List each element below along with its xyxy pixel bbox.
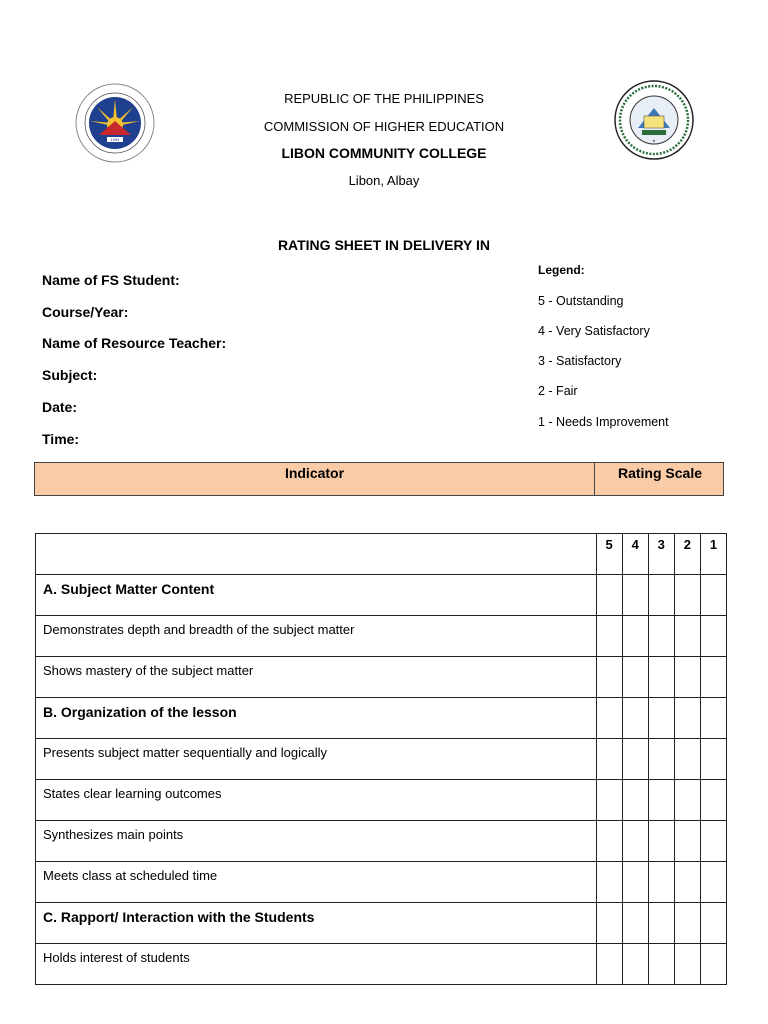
- rating-cell[interactable]: [674, 698, 700, 739]
- rating-cell[interactable]: [596, 616, 622, 657]
- document-title: RATING SHEET IN DELIVERY IN: [277, 237, 491, 253]
- rating-cell[interactable]: [648, 657, 674, 698]
- rating-cell[interactable]: [648, 780, 674, 821]
- rating-cell[interactable]: [622, 903, 648, 944]
- blank-header-cell: [36, 534, 597, 575]
- rating-cell[interactable]: [648, 698, 674, 739]
- header-commission: COMMISSION OF HIGHER EDUCATION: [263, 119, 505, 134]
- rating-cell[interactable]: [596, 739, 622, 780]
- legend-item: 1 - Needs Improvement: [538, 415, 669, 429]
- legend-item: 5 - Outstanding: [538, 294, 624, 308]
- header-college: LIBON COMMUNITY COLLEGE: [281, 145, 487, 161]
- rating-cell[interactable]: [648, 575, 674, 616]
- indicator-header-band: [34, 462, 724, 496]
- rating-cell[interactable]: [674, 739, 700, 780]
- rating-cell[interactable]: [622, 739, 648, 780]
- rating-cell[interactable]: [622, 862, 648, 903]
- rating-cell[interactable]: [700, 780, 726, 821]
- legend-title: Legend:: [538, 263, 585, 277]
- indicator-label: Shows mastery of the subject matter: [36, 657, 597, 698]
- rating-cell[interactable]: [700, 698, 726, 739]
- scale-2-header: 2: [674, 534, 700, 575]
- scale-5-header: 5: [596, 534, 622, 575]
- rating-cell[interactable]: [596, 657, 622, 698]
- rating-cell[interactable]: [674, 862, 700, 903]
- rating-cell[interactable]: [674, 616, 700, 657]
- header-republic: REPUBLIC OF THE PHILIPPINES: [284, 91, 484, 106]
- rating-cell[interactable]: [700, 657, 726, 698]
- rating-cell[interactable]: [622, 575, 648, 616]
- indicator-header: Indicator: [35, 463, 595, 495]
- svg-text:★: ★: [652, 139, 656, 143]
- table-row: [36, 862, 727, 903]
- scale-header-row: [36, 534, 727, 575]
- table-row: [36, 821, 727, 862]
- field-date: Date:: [42, 399, 78, 415]
- rating-cell[interactable]: [648, 944, 674, 985]
- rating-cell[interactable]: [622, 657, 648, 698]
- scale-1-header: 1: [700, 534, 726, 575]
- rating-cell[interactable]: [648, 616, 674, 657]
- field-resource-teacher: Name of Resource Teacher:: [42, 335, 227, 351]
- rating-cell[interactable]: [622, 944, 648, 985]
- table-row: [36, 616, 727, 657]
- section-row: [36, 575, 727, 616]
- indicator-label: States clear learning outcomes: [36, 780, 597, 821]
- indicator-label: Synthesizes main points: [36, 821, 597, 862]
- section-row: [36, 903, 727, 944]
- indicator-label: Meets class at scheduled time: [36, 862, 597, 903]
- rating-cell[interactable]: [596, 862, 622, 903]
- legend-item: 2 - Fair: [538, 384, 578, 398]
- rating-cell[interactable]: [622, 616, 648, 657]
- section-row: [36, 698, 727, 739]
- section-label: C. Rapport/ Interaction with the Students: [36, 903, 597, 944]
- rating-cell[interactable]: [700, 821, 726, 862]
- section-label: B. Organization of the lesson: [36, 698, 597, 739]
- rating-cell[interactable]: [700, 616, 726, 657]
- rating-cell[interactable]: [700, 903, 726, 944]
- rating-cell[interactable]: [674, 780, 700, 821]
- rating-table: [35, 533, 727, 985]
- rating-cell[interactable]: [674, 821, 700, 862]
- scale-4-header: 4: [622, 534, 648, 575]
- rating-cell[interactable]: [700, 575, 726, 616]
- rating-cell[interactable]: [700, 739, 726, 780]
- table-row: [36, 739, 727, 780]
- table-row: [36, 780, 727, 821]
- rating-cell[interactable]: [674, 657, 700, 698]
- header-location: Libon, Albay: [348, 173, 420, 188]
- legend-item: 3 - Satisfactory: [538, 354, 622, 368]
- field-course-year: Course/Year:: [42, 304, 129, 320]
- rating-cell[interactable]: [596, 575, 622, 616]
- rating-cell[interactable]: [596, 821, 622, 862]
- indicator-label: Presents subject matter sequentially and logically: [36, 739, 597, 780]
- rating-cell[interactable]: [648, 739, 674, 780]
- indicator-label: Holds interest of students: [36, 944, 597, 985]
- rating-cell[interactable]: [596, 780, 622, 821]
- table-row: [36, 657, 727, 698]
- rating-cell[interactable]: [596, 944, 622, 985]
- rating-cell[interactable]: [596, 903, 622, 944]
- rating-scale-header: Rating Scale: [617, 465, 703, 481]
- field-student-name: Name of FS Student:: [42, 272, 180, 288]
- rating-cell[interactable]: [648, 862, 674, 903]
- field-subject: Subject:: [42, 367, 98, 383]
- field-time: Time:: [42, 431, 80, 447]
- rating-cell[interactable]: [648, 903, 674, 944]
- rating-cell[interactable]: [674, 944, 700, 985]
- rating-cell[interactable]: [622, 780, 648, 821]
- rating-cell[interactable]: [648, 821, 674, 862]
- rating-cell[interactable]: [622, 698, 648, 739]
- table-row: [36, 944, 727, 985]
- indicator-label: Demonstrates depth and breadth of the subject matter: [36, 616, 597, 657]
- rating-cell[interactable]: [674, 903, 700, 944]
- rating-cell[interactable]: [596, 698, 622, 739]
- rating-cell[interactable]: [674, 575, 700, 616]
- rating-cell[interactable]: [700, 862, 726, 903]
- legend-item: 4 - Very Satisfactory: [538, 324, 650, 338]
- rating-cell[interactable]: [622, 821, 648, 862]
- scale-3-header: 3: [648, 534, 674, 575]
- rating-cell[interactable]: [700, 944, 726, 985]
- ched-seal-year: 1994: [110, 137, 120, 143]
- section-label: A. Subject Matter Content: [36, 575, 597, 616]
